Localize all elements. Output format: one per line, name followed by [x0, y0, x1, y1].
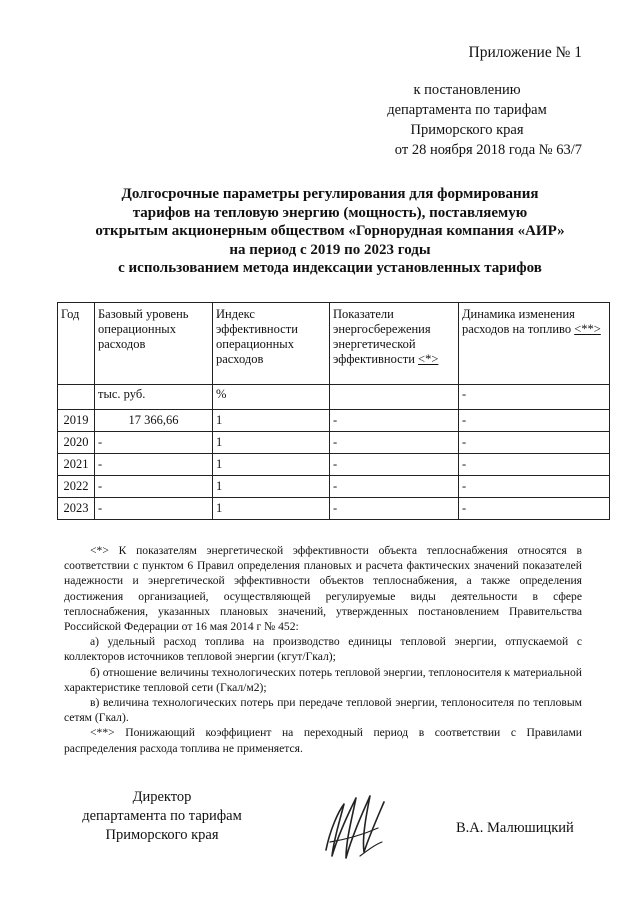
table-row [58, 432, 610, 454]
footnote-paragraph: <*> К показателям энергетической эффективности объекта теплоснабжения относятся в соответствии с пунктом 6 Правил определения плановых и расчета фактических значений показателей надежности и энергетической эффективности объектов теплоснабжения, а также определения достижения организацией, осуществляющей регулируемые виды деятельности в сфере теплоснабжения, указанных плановых значений, утвержденных постановлением Правительства Российской Федерации от 16 мая 2014 г № 452: [64, 544, 582, 634]
header-energy-text: Показатели энергосбережения энергетической эффективности [333, 307, 431, 366]
cell-index: 1 [213, 432, 330, 454]
cell-year: 2023 [58, 498, 95, 520]
signatory-position [62, 788, 262, 845]
units-index: % [213, 385, 330, 410]
position-line: Директор [132, 789, 192, 805]
cell-year: 2022 [58, 476, 95, 498]
cell-year: 2020 [58, 432, 95, 454]
header-year: Год [58, 303, 95, 385]
footnote-paragraph: в) величина технологических потерь при передаче тепловой энергии, теплоносителя по тепловым сетям (Гкал). [64, 696, 582, 725]
units-year [58, 385, 95, 410]
cell-energy: - [330, 410, 459, 432]
units-fuel: - [459, 385, 610, 410]
document-title [60, 185, 600, 278]
cell-energy: - [330, 476, 459, 498]
cell-index: 1 [213, 476, 330, 498]
table-row [58, 410, 610, 432]
footnote-ref-1: <*> [418, 352, 439, 366]
title-line: тарифов на тепловую энергию (мощность), поставляемую [132, 204, 528, 221]
cell-fuel: - [459, 498, 610, 520]
cell-base: - [95, 498, 213, 520]
decree-line: Приморского края [410, 122, 524, 138]
cell-base: 17 366,66 [95, 410, 213, 432]
title-line: Долгосрочные параметры регулирования для формирования [121, 186, 539, 202]
header-energy-indicators [330, 303, 459, 385]
table-row [58, 476, 610, 498]
cell-fuel: - [459, 454, 610, 476]
title-line: на период с 2019 по 2023 годы [229, 241, 431, 258]
header-fuel-text: Динамика изменения расходов на топливо [462, 307, 575, 336]
footnote-paragraph: <**> Понижающий коэффициент на переходный период в соответствии с Правилами распределения расхода топлива не применяется. [64, 726, 582, 755]
footnote-paragraph: а) удельный расход топлива на производство единицы тепловой энергии, отпускаемой с коллекторов источников тепловой энергии (кгут/Гкал); [64, 635, 582, 664]
cell-base: - [95, 454, 213, 476]
appendix-label: Приложение № 1 [468, 44, 582, 61]
cell-energy: - [330, 454, 459, 476]
header-efficiency-index: Индекс эффективности операционных расходов [213, 303, 330, 385]
table-units-row [58, 385, 610, 410]
cell-energy: - [330, 432, 459, 454]
footnotes [64, 543, 582, 756]
cell-year: 2021 [58, 454, 95, 476]
footnote-ref-2: <**> [574, 322, 601, 336]
parameters-table [57, 302, 610, 520]
position-line: департамента по тарифам [82, 808, 242, 824]
decree-line: департамента по тарифам [387, 102, 547, 118]
cell-index: 1 [213, 454, 330, 476]
cell-index: 1 [213, 498, 330, 520]
header-base-level: Базовый уровень операционных расходов [95, 303, 213, 385]
cell-base: - [95, 432, 213, 454]
decree-reference [352, 80, 582, 160]
cell-index: 1 [213, 410, 330, 432]
table-row [58, 454, 610, 476]
units-energy [330, 385, 459, 410]
handwritten-signature-icon [320, 790, 390, 867]
position-line: Приморского края [105, 827, 219, 843]
cell-fuel: - [459, 432, 610, 454]
header-fuel-dynamics [459, 303, 610, 385]
title-line: с использованием метода индексации установленных тарифов [118, 260, 542, 276]
title-line: открытым акционерным обществом «Горнорудная компания «АИР» [95, 223, 565, 239]
footnote-paragraph: б) отношение величины технологических потерь тепловой энергии, теплоносителя к материальной характеристике тепловой сети (Гкал/м2); [64, 665, 582, 694]
signatory-name: В.А. Малюшицкий [456, 820, 574, 836]
cell-year: 2019 [58, 410, 95, 432]
cell-energy: - [330, 498, 459, 520]
cell-fuel: - [459, 476, 610, 498]
table-row [58, 498, 610, 520]
table-header-row [58, 303, 610, 385]
cell-base: - [95, 476, 213, 498]
units-base: тыс. руб. [95, 385, 213, 410]
decree-line: к постановлению [413, 82, 521, 98]
cell-fuel: - [459, 410, 610, 432]
decree-line: от 28 ноября 2018 года № 63/7 [394, 142, 582, 158]
